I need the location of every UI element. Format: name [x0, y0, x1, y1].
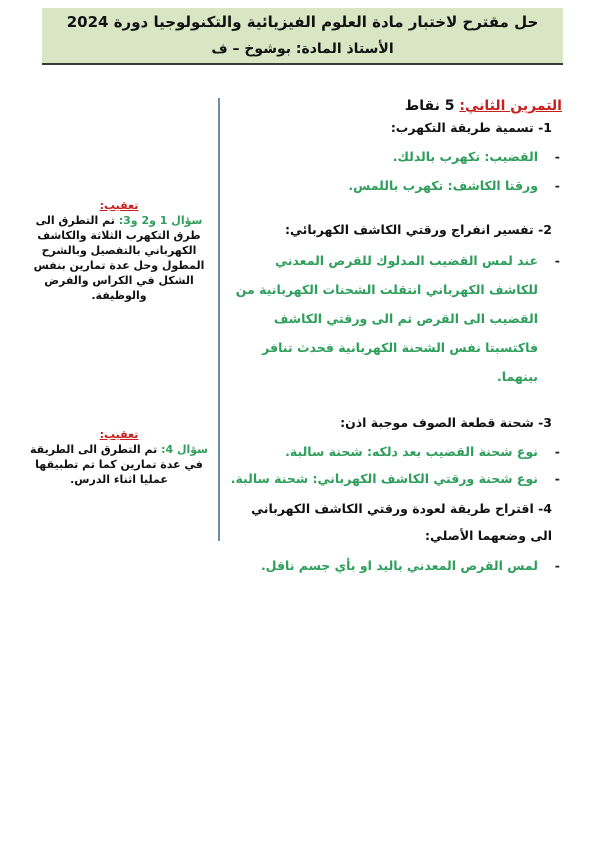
answer-item: - لمس القرص المعدني باليد او بأي جسم ناقل. — [260, 558, 560, 573]
answer-item: - نوع شحنة ورقتي الكاشف الكهرباني: شحنة سالبة. — [230, 471, 560, 486]
question-4-label: 4- اقتراح طريقة لعودة ورقتي الكاشف الكهرباني الى وضعهما الأصلي: — [251, 501, 552, 543]
answer-item: - ورقتا الكاشف: تكهرب باللمس. — [348, 178, 560, 193]
exercise-title-label: التمرين الثاني: — [459, 98, 562, 114]
question-1-label: 1- تسمية طريقة التكهرب: — [390, 120, 552, 135]
note-text: سؤال 1 و2 و3: تم التطرق الى طرق التكهرب الثلاثة والكاشف الكهرباني بالتفصيل وبالشرح المطول وحل عدة تمارين بنفس الشكل في الكراس والفرض والوظيفة. — [33, 214, 205, 302]
teacher-name: الأستاذ المادة: بوشوخ – ف — [211, 41, 394, 57]
note-label: تعقيب: — [99, 428, 139, 441]
side-note-2 — [26, 427, 212, 487]
answer-item: - القضيب: تكهرب بالدلك. — [392, 149, 560, 164]
column-divider — [218, 98, 220, 541]
exercise-content — [226, 96, 566, 578]
document-title: حل مقترح لاختبار مادة العلوم الفيزيائية والتكنولوجيا دورة 2024 — [66, 13, 539, 31]
answer-item: - نوع شحنة القضيب بعد دلكه: شحنة سالبة. — [285, 444, 560, 459]
question-3-label: 3- شحنة قطعة الصوف موجبة اذن: — [340, 415, 552, 430]
exercise-title — [226, 96, 562, 116]
note-label: تعقيب: — [99, 199, 139, 212]
side-note-1 — [26, 198, 212, 303]
document-header — [42, 8, 563, 65]
note-text: سؤال 4: تم التطرق الى الطريقة في عدة تمارين كما تم تطبيقها عمليا اثناء الدرس. — [30, 443, 208, 486]
question-2-label: 2- تفسير انفراج ورقتي الكاشف الكهربائي: — [284, 222, 552, 237]
exercise-points: 5 نقاط — [404, 98, 460, 114]
answer-item: - عند لمس القضيب المدلوك للقرص المعدني للكاشف الكهرباني انتقلت الشحنات الكهربانية من القضيب الى القرص ثم الى ورقتي الكاشف فاكتسبتا نفس الشحنة الكهربانية فحدث تنافر بينهما. — [235, 253, 560, 384]
